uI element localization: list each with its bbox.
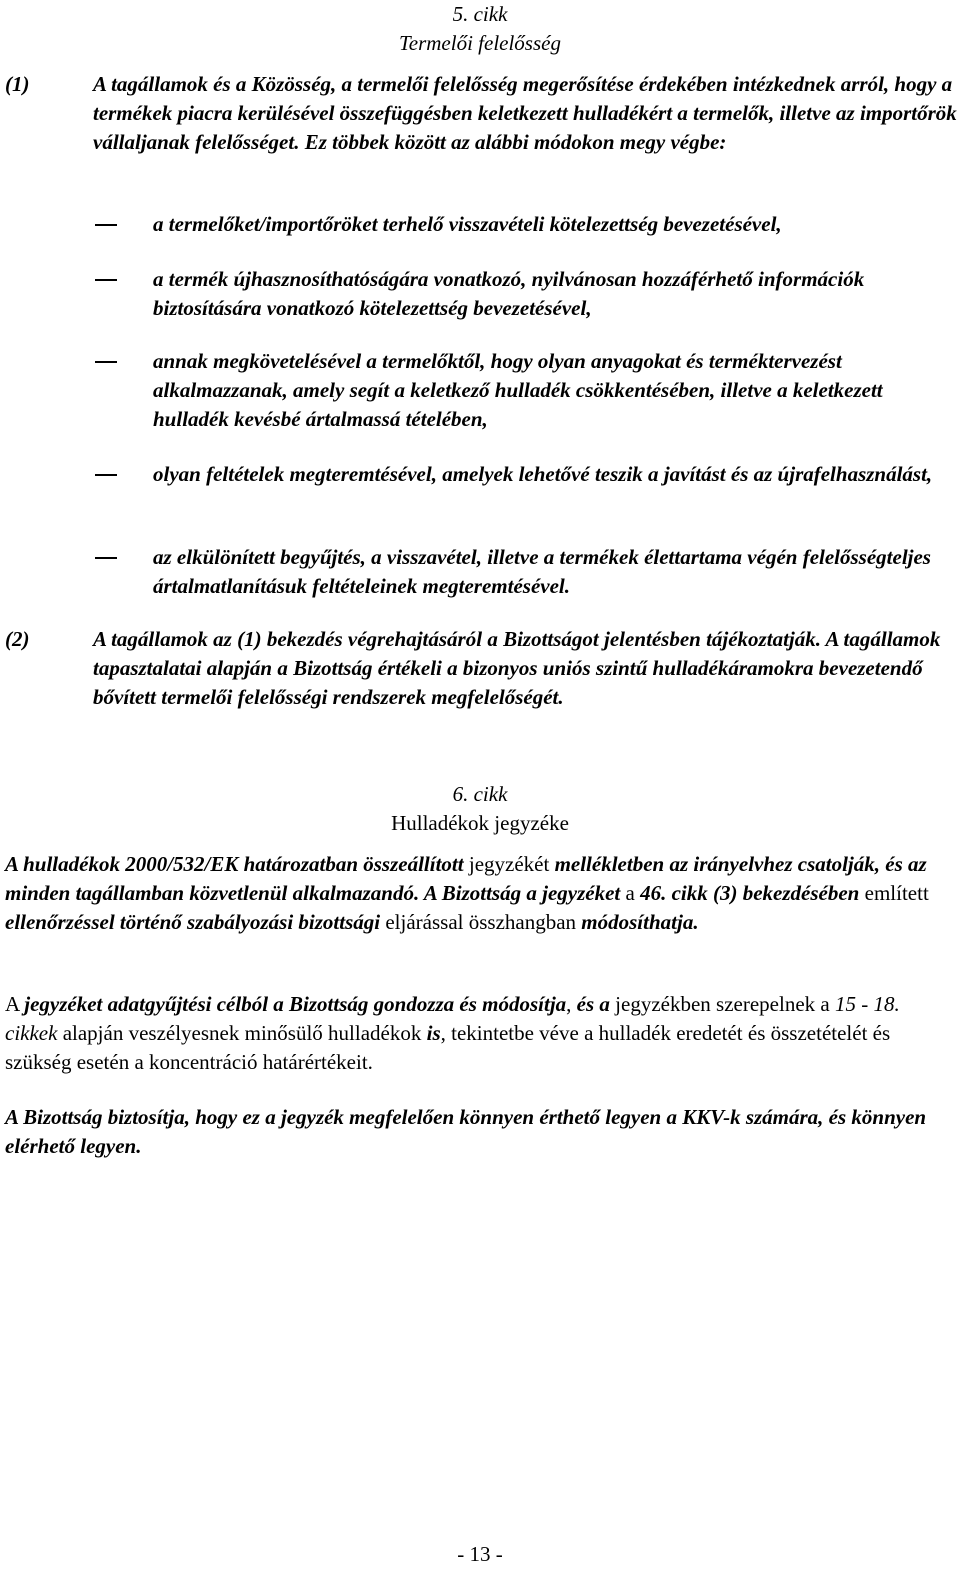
text-run: is	[426, 1021, 441, 1045]
paragraph-text: A tagállamok és a Közösség, a termelői felelősség megerősítése érdekében intézkednek arról, hogy a termékek piacra kerülésével összefüggésben keletkezett hulladékért a termelők, illetve az importőrök vállaljanak felelősséget. Ez többek között az alábbi módokon megy végbe:	[93, 72, 957, 154]
dash-bullet	[95, 279, 117, 281]
text-run: ellenőrzéssel történő szabályozási bizottsági	[5, 910, 381, 934]
paragraph-number: (1)	[5, 72, 30, 96]
article-6-title: Hulladékok jegyzéke	[391, 811, 569, 835]
text-run: említett	[859, 881, 929, 905]
indent-text: a termelőket/importőröket terhelő visszavételi kötelezettség bevezetésével,	[153, 212, 782, 236]
article-6-paragraph-3: A Bizottság biztosítja, hogy ez a jegyzék megfelelően könnyen érthető legyen a KKV-k számára, és könnyen elérhető legyen.	[5, 1105, 927, 1158]
text-run: 46. cikk (3) bekezdésében	[640, 881, 860, 905]
indent-text: az elkülönített begyűjtés, a visszavétel, illetve a termékek élettartama végén felelősségteljes ártalmatlanításuk feltételeinek megteremtésével.	[153, 545, 931, 598]
dash-bullet	[95, 361, 117, 363]
text-run: jegyzékben szerepelnek a	[609, 992, 835, 1016]
text-run: A hulladékok 2000/532/EK határozatban összeállított	[5, 852, 464, 876]
dash-bullet	[95, 224, 117, 226]
text-run: ,	[566, 992, 577, 1016]
indent-text: a termék újhasznosíthatóságára vonatkozó, nyilvánosan hozzáférhető információk biztosítására vonatkozó kötelezettség bevezetésével,	[153, 267, 865, 320]
text-run: , tekintetbe véve a hulladék eredetét és összetételét és szükség esetén a koncentráció határértékeit.	[5, 1021, 891, 1074]
text-run: jegyzéket adatgyűjtési célból a Bizottság gondozza és módosítja	[24, 992, 567, 1016]
text-run: eljárással összhangban	[380, 910, 582, 934]
article-5-number: 5. cikk	[452, 2, 508, 26]
paragraph-text: A tagállamok az (1) bekezdés végrehajtásáról a Bizottságot jelentésben tájékoztatják. A tagállamok tapasztalatai alapján a Bizottság értékeli a bizonyos uniós szintű hulladékáramokra bevezetendő bővített termelői felelősségi rendszerek megfelelőségét.	[93, 627, 941, 709]
text-run: a	[620, 881, 641, 905]
text-run: és a	[576, 992, 610, 1016]
article-5-title: Termelői felelősség	[399, 31, 561, 55]
text-run: A	[5, 992, 25, 1016]
text-run: 15 - 18. cikkek	[5, 992, 900, 1045]
page-number: - 13 -	[457, 1542, 503, 1566]
dash-bullet	[95, 557, 117, 559]
dash-bullet	[95, 474, 117, 476]
article-6-paragraph-1	[5, 850, 955, 937]
indent-text: annak megkövetelésével a termelőktől, hogy olyan anyagokat és terméktervezést alkalmazzanak, amely segít a keletkező hulladék csökkentésében, illetve a keletkezett hulladék kevésbé ártalmassá tételében,	[153, 349, 883, 431]
paragraph-number: (2)	[5, 627, 30, 651]
text-run: jegyzékét	[463, 852, 555, 876]
article-6-number: 6. cikk	[452, 782, 508, 806]
text-run: alapján veszélyesnek minősülő hulladékok	[57, 1021, 427, 1045]
indent-text: olyan feltételek megteremtésével, amelyek lehetővé teszik a javítást és az újrafelhasználást,	[153, 462, 933, 486]
article-6-paragraph-2	[5, 990, 955, 1077]
text-run: mellékletben az irányelvhez csatolják, és az minden tagállamban közvetlenül alkalmazandó. A Bizottság a jegyzéket	[5, 852, 927, 905]
text-run: módosíthatja.	[581, 910, 699, 934]
